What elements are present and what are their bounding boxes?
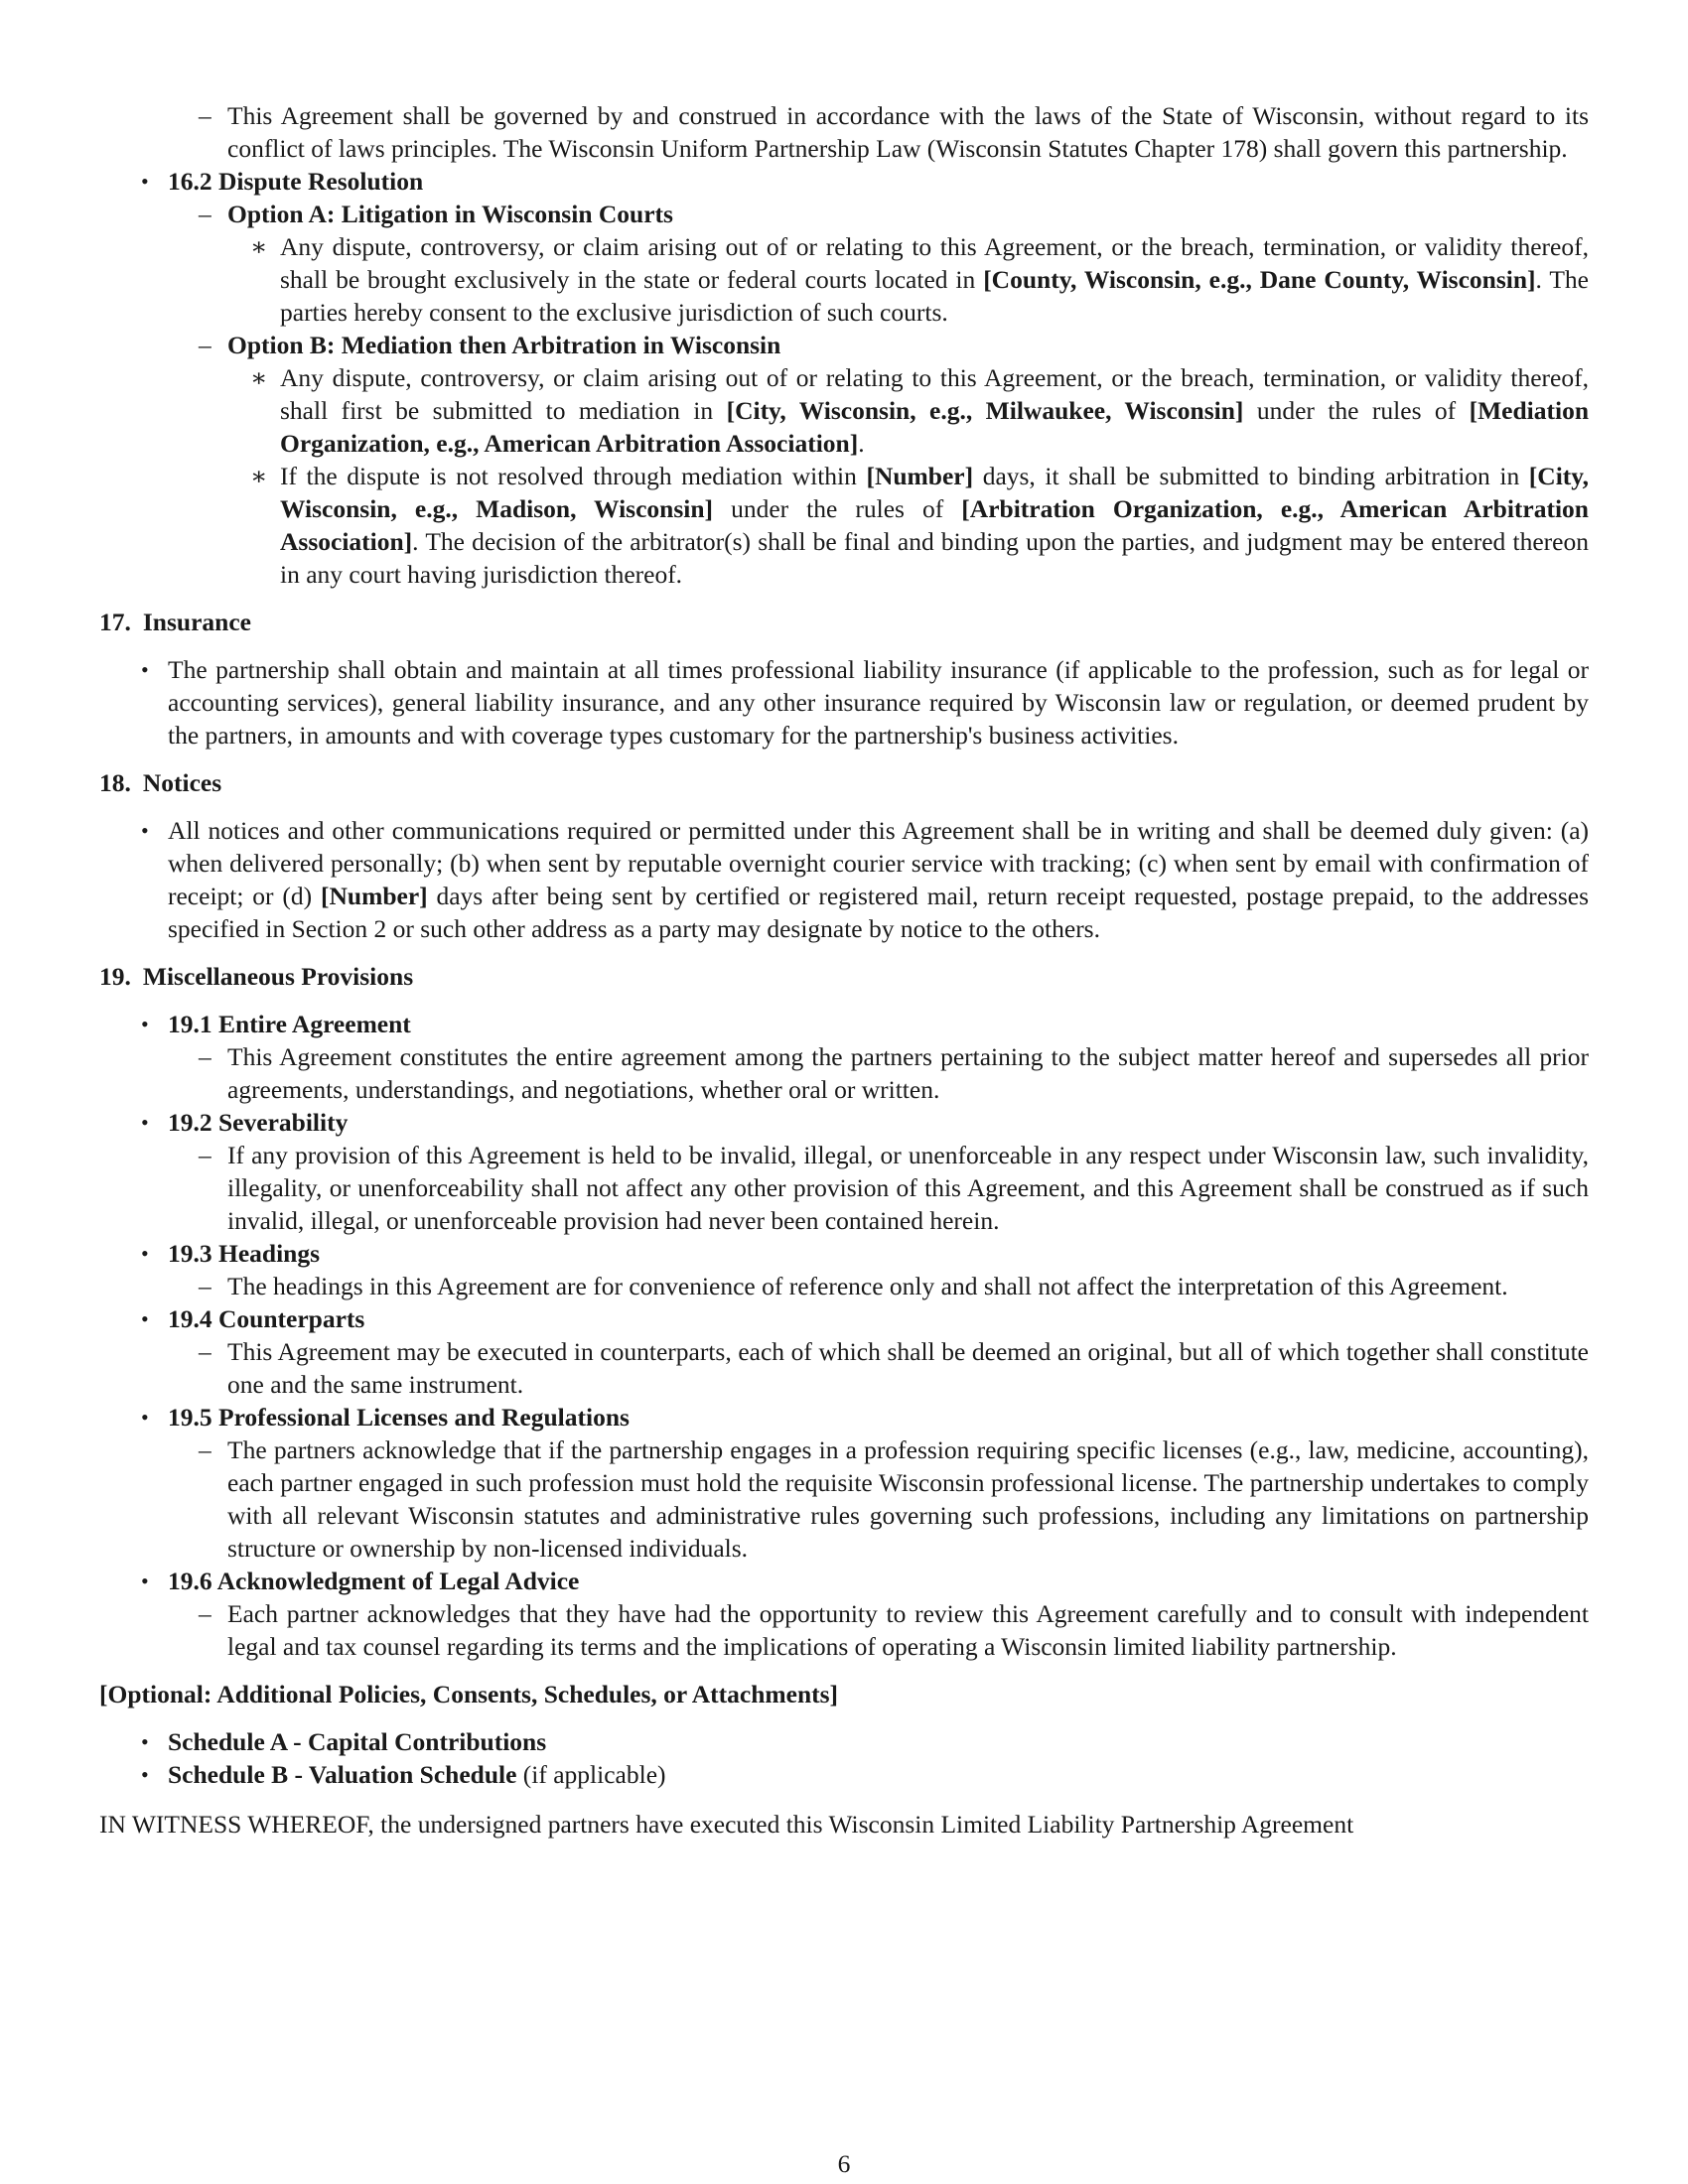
bullet-marker: •	[141, 818, 149, 843]
subsection-19-4-heading: • 19.4 Counterparts	[141, 1304, 365, 1333]
subsection-19-3-heading: • 19.3 Headings	[141, 1239, 321, 1268]
subsection-19-1-heading: • 19.1 Entire Agreement	[141, 1010, 411, 1038]
governing-law-paragraph: – This Agreement shall be governed by and construed in accordance with the laws of the State of Wisconsin, without regard to its conflict of laws principles. The Wisconsin Uniform Partnership Law (Wisconsin Statutes Chapter 178) shall govern this partnership.	[199, 101, 1589, 163]
bullet-marker: •	[141, 1241, 149, 1266]
option-b-arbitration-paragraph: ∗ If the dispute is not resolved through mediation within [Number] days, it shall be submitted to binding arbitration in [City, Wisconsin, e.g., Madison, Wisconsin] under the rules of [Arbitration Organization, e.g., American Arbitration Association]. The decision of the arbitrator(s) shall be final and binding upon the parties, and judgment may be entered thereon in any court having jurisdiction thereof.	[250, 462, 1589, 589]
subsection-19-2-text: – If any provision of this Agreement is held to be invalid, illegal, or unenforceable in any respect under Wisconsin law, such invalidity, illegality, or unenforceability shall not affect any other provision of this Agreement, and this Agreement shall be construed as if such invalid, illegal, or unenforceable provision had never been contained herein.	[199, 1141, 1589, 1235]
dispute-resolution-heading: • 16.2 Dispute Resolution	[141, 167, 424, 196]
dash-marker: –	[199, 101, 211, 130]
dash-marker: –	[199, 200, 211, 228]
notices-paragraph: • All notices and other communications required or permitted under this Agreement shall be in writing and shall be deemed duly given: (a) when delivered personally; (b) when sent by reputable overnight courier service with tracking; (c) when sent by email with confirmation of receipt; or (d) [Number] days after being sent by certified or registered mail, return receipt requested, postage prepaid, to the addresses specified in Section 2 or such other address as a party may designate by notice to the others.	[141, 816, 1589, 943]
option-b-mediation-paragraph: ∗ Any dispute, controversy, or claim arising out of or relating to this Agreement, or the breach, termination, or validity thereof, shall first be submitted to mediation in [City, Wisconsin, e.g., Milwaukee, Wisconsin] under the rules of [Mediation Organization, e.g., American Arbitration Association].	[250, 363, 1590, 458]
insurance-paragraph: • The partnership shall obtain and maintain at all times professional liability insurance (if applicable to the profession, such as for legal or accounting services), general liability insurance, and any other insurance required by Wisconsin law or regulation, or deemed prudent by the partners, in amounts and with coverage types customary for the partnership's business activities.	[141, 655, 1589, 750]
bullet-marker: •	[141, 1306, 149, 1331]
dash-marker: –	[199, 1141, 211, 1169]
dash-marker: –	[199, 1599, 211, 1628]
bullet-marker: •	[141, 1012, 149, 1036]
option-a-heading: – Option A: Litigation in Wisconsin Courts	[199, 200, 673, 228]
asterisk-marker: ∗	[250, 232, 268, 261]
document-page	[99, 99, 1589, 1841]
dash-marker: –	[199, 1435, 211, 1464]
bullet-marker: •	[141, 169, 149, 194]
subsection-19-6-text: – Each partner acknowledges that they have had the opportunity to review this Agreement carefully and to consult with independent legal and tax counsel regarding its terms and the implications of operating a Wisconsin limited liability partnership.	[199, 1599, 1589, 1661]
subsection-19-5-text: – The partners acknowledge that if the partnership engages in a profession requiring specific licenses (e.g., law, medicine, accounting), each partner engaged in such profession must hold the requisite Wisconsin professional license. The partnership undertakes to comply with all relevant Wisconsin statutes and administrative rules governing such professions, including any limitations on partnership structure or ownership by non-licensed individuals.	[199, 1435, 1589, 1563]
subsection-19-1-text: – This Agreement constitutes the entire agreement among the partners pertaining to the subject matter hereof and supersedes all prior agreements, understandings, and negotiations, whether oral or written.	[199, 1042, 1589, 1104]
subsection-19-6-heading: • 19.6 Acknowledgment of Legal Advice	[141, 1567, 580, 1595]
option-b-heading: – Option B: Mediation then Arbitration in Wisconsin	[199, 331, 781, 359]
bullet-marker: •	[141, 1762, 149, 1787]
bullet-marker: •	[141, 657, 149, 682]
subsection-19-2-heading: • 19.2 Severability	[141, 1108, 349, 1137]
section-19-heading: 19. Miscellaneous Provisions	[99, 962, 414, 991]
bullet-marker: •	[141, 1729, 149, 1754]
section-17-heading: 17. Insurance	[99, 608, 251, 636]
bullet-marker: •	[141, 1405, 149, 1430]
subsection-19-5-heading: • 19.5 Professional Licenses and Regulations	[141, 1403, 630, 1432]
subsection-19-3-text: – The headings in this Agreement are for convenience of reference only and shall not affect the interpretation of this Agreement.	[199, 1272, 1508, 1300]
asterisk-marker: ∗	[250, 462, 268, 490]
dash-marker: –	[199, 331, 211, 359]
dash-marker: –	[199, 1042, 211, 1071]
bullet-marker: •	[141, 1110, 149, 1135]
option-a-paragraph: ∗ Any dispute, controversy, or claim arising out of or relating to this Agreement, or the breach, termination, or validity thereof, shall be brought exclusively in the state or federal courts located in [County, Wisconsin, e.g., Dane County, Wisconsin]. The parties hereby consent to the exclusive jurisdiction of such courts.	[250, 232, 1589, 327]
subsection-19-4-text: – This Agreement may be executed in counterparts, each of which shall be deemed an original, but all of which together shall constitute one and the same instrument.	[199, 1337, 1589, 1399]
optional-attachments-heading: [Optional: Additional Policies, Consents, Schedules, or Attachments]	[99, 1680, 839, 1708]
schedule-b-item: • Schedule B - Valuation Schedule (if applicable)	[141, 1760, 666, 1789]
bullet-marker: •	[141, 1569, 149, 1593]
witness-paragraph: IN WITNESS WHEREOF, the undersigned partners have executed this Wisconsin Limited Liability Partnership Agreement	[99, 1810, 1354, 1839]
dash-marker: –	[199, 1272, 211, 1300]
asterisk-marker: ∗	[250, 363, 268, 392]
page-number: 6	[837, 2149, 851, 2178]
schedule-a-item: • Schedule A - Capital Contributions	[141, 1727, 547, 1756]
section-18-heading: 18. Notices	[99, 768, 222, 797]
dash-marker: –	[199, 1337, 211, 1366]
